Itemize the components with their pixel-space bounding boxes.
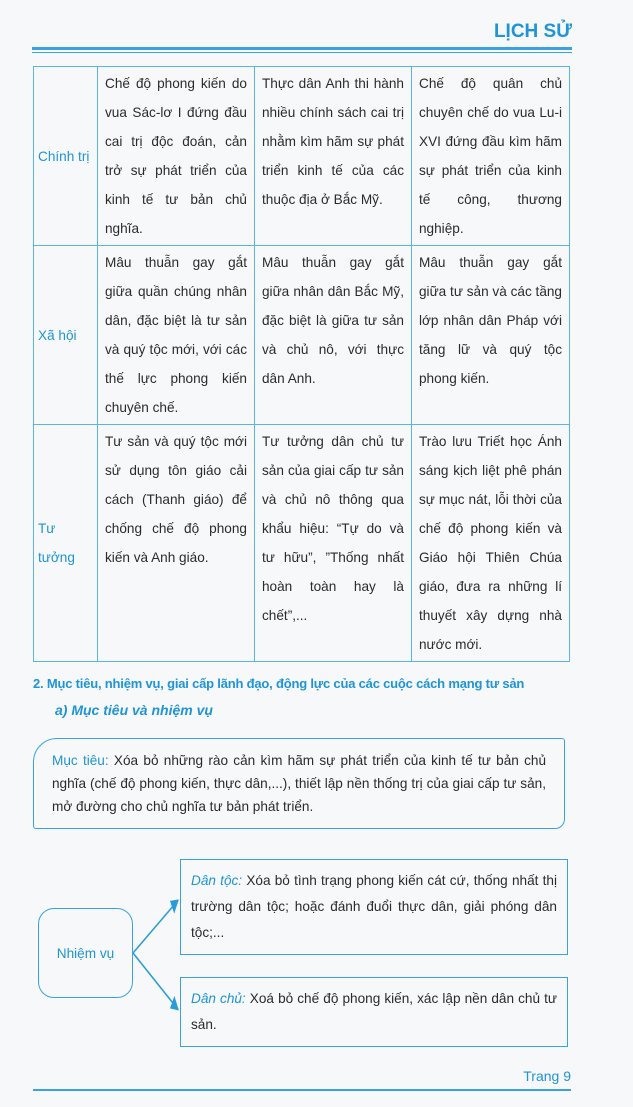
diagram-arrows <box>133 859 180 1047</box>
table-row <box>34 67 570 246</box>
table-cell: Thực dân Anh thi hành nhiều chính sách cai trị nhằm kìm hãm sự phát triển kinh tế của các thuộc địa ở Bắc Mỹ. <box>255 67 412 246</box>
task-national-label: Dân tộc: <box>191 873 243 888</box>
table-cell: Mâu thuẫn gay gắt giữa nhân dân Bắc Mỹ, đặc biệt là giữa tư sản và chủ nô, với thực dân Anh. <box>255 246 412 425</box>
goal-label: Mục tiêu: <box>52 753 109 768</box>
arrow-to-democratic <box>133 953 178 1009</box>
subsection-heading: a) Mục tiêu và nhiệm vụ <box>55 702 213 718</box>
table-cell: Tư tưởng dân chủ tư sản của giai cấp tư sản và chủ nô thông qua khẩu hiệu: “Tự do và tư hữu”, ”Thống nhất hoàn toàn hay là chết”,... <box>255 425 412 662</box>
header-rule <box>32 47 572 50</box>
task-list <box>180 859 568 1047</box>
tasks-diagram <box>38 859 568 1047</box>
task-national-box <box>180 859 568 955</box>
task-democratic-text: Xoá bỏ chế độ phong kiến, xác lập nền dân chủ tư sản. <box>191 991 557 1032</box>
comparison-table <box>33 66 570 662</box>
table-cell: Mâu thuẫn gay gắt giữa tư sản và các tầng lớp nhân dân Pháp với tăng lữ và quý tộc phong kiến. <box>412 246 570 425</box>
task-box <box>38 908 133 998</box>
task-democratic-label: Dân chủ: <box>191 991 246 1006</box>
goal-text: Xóa bỏ những rào cản kìm hãm sự phát triển của kinh tế tư bản chủ nghĩa (chế độ phong kiến, thực dân,...), thiết lập nền thống trị của giai cấp tư sản, mở đường cho chủ nghĩa tư bản phát triển. <box>52 753 547 814</box>
arrow-column <box>133 859 180 1047</box>
row-heading: Chính trị <box>34 67 98 246</box>
subject-title: LỊCH SỬ <box>493 21 572 42</box>
table-cell: Chế độ phong kiến do vua Sác-lơ I đứng đầu cai trị độc đoán, cản trở sự phát triển của kinh tế tư bản chủ nghĩa. <box>98 67 255 246</box>
section-heading: 2. Mục tiêu, nhiệm vụ, giai cấp lãnh đạo, động lực của các cuộc cách mạng tư sản <box>33 676 525 691</box>
goal-box <box>33 738 565 829</box>
table-cell: Chế độ quân chủ chuyên chế do vua Lu-i XVI đứng đầu kìm hãm sự phát triển của kinh tế công, thương nghiệp. <box>412 67 570 246</box>
task-democratic-box <box>180 977 568 1047</box>
row-heading: Xã hội <box>34 246 98 425</box>
page-header <box>32 20 572 66</box>
table-cell: Mâu thuẫn gay gắt giữa quần chúng nhân dân, đặc biệt là tư sản và quý tộc mới, với các thế lực phong kiến chuyên chế. <box>98 246 255 425</box>
header-rule-thin <box>32 52 572 53</box>
task-label: Nhiệm vụ <box>56 945 115 961</box>
page-number: Trang 9 <box>523 1068 571 1084</box>
table-row <box>34 246 570 425</box>
arrow-to-national <box>133 900 178 953</box>
table-cell: Tư sản và quý tộc mới sử dụng tôn giáo cải cách (Thanh giáo) để chống chế độ phong kiến và Anh giáo. <box>98 425 255 662</box>
row-heading: Tư tưởng <box>34 425 98 662</box>
task-national-text: Xóa bỏ tình trạng phong kiến cát cứ, thống nhất thị trường dân tộc; hoặc đánh đuổi thực dân, giải phóng dân tộc;... <box>191 873 558 940</box>
footer-rule <box>33 1089 571 1091</box>
table-row <box>34 425 570 662</box>
table-cell: Trào lưu Triết học Ánh sáng kịch liệt phê phán sự mục nát, lỗi thời của chế độ phong kiến và Giáo hội Thiên Chúa giáo, đưa ra những lí thuyết xây dựng nhà nước mới. <box>412 425 570 662</box>
page-footer <box>33 1067 571 1091</box>
